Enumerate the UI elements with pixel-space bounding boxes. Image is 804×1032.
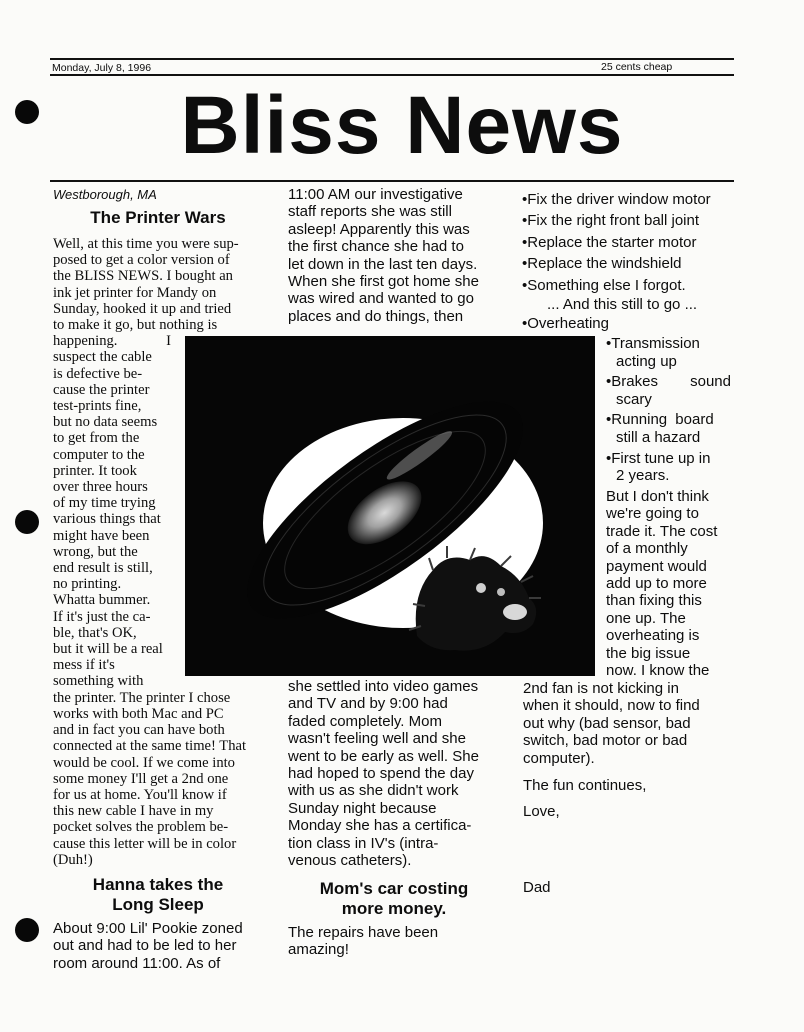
issue-date: Monday, July 8, 1996: [52, 62, 152, 74]
body-line: but no data seems: [53, 414, 158, 431]
pending-item: [606, 335, 734, 370]
body-line: end result is still,: [53, 560, 153, 577]
body-line: out why (bad sensor, bad: [523, 714, 691, 732]
body-line: for us at home. You'll know if: [53, 786, 227, 803]
signature-dad: Dad: [523, 879, 551, 896]
body-line: with us as she didn't work: [288, 782, 459, 800]
body-line: went to be early as well. She: [288, 747, 479, 765]
article-hanna-continued: [288, 186, 499, 325]
body-line: some money I'll get a 2nd one: [53, 770, 229, 787]
body-line: tion class in IV's (intra-: [288, 834, 439, 852]
body-line: printer. It took: [53, 462, 137, 479]
body-line: posed to get a color version of: [53, 252, 230, 269]
body-line: the big issue: [606, 644, 691, 662]
pending-item-line: 2 years.: [616, 467, 670, 485]
pending-item-line: • Brakes sound: [606, 373, 734, 391]
list-item: • Something else I forgot.: [522, 275, 742, 296]
body-line: faded completely. Mom: [288, 712, 442, 730]
body-line: ink jet printer for Mandy on: [53, 284, 217, 301]
headline-line: Mom's car costing: [319, 879, 469, 898]
body-line: places and do things, then: [288, 307, 464, 325]
body-line: trade it. The cost: [606, 522, 718, 540]
list-item: • Replace the windshield: [522, 253, 742, 274]
headline-line: Long Sleep: [112, 895, 204, 914]
body-line: this new cable I have in my: [53, 803, 214, 820]
article-hanna-end: [288, 678, 499, 869]
body-word: I: [166, 333, 171, 350]
pending-list: [606, 335, 734, 485]
body-line: amazing!: [288, 941, 349, 959]
pending-item-line: still a hazard: [616, 428, 701, 446]
sign-off-love: Love,: [523, 803, 560, 820]
body-line: But I don't think: [606, 488, 709, 505]
body-line: connected at the same time! That: [53, 738, 247, 755]
body-line: over three hours: [53, 479, 148, 496]
body-line: the printer. The printer I chose: [53, 689, 231, 706]
pending-item: [606, 450, 734, 485]
body-line: the BLISS NEWS. I bought an: [53, 268, 233, 285]
body-line: The repairs have been: [288, 924, 439, 941]
body-line: she settled into video games: [288, 678, 479, 695]
pending-item-line: • First tune up in: [606, 450, 734, 468]
pending-item-line: • Running board: [606, 411, 734, 429]
body-line: now. I know the: [606, 662, 710, 680]
body-line: add up to more: [606, 575, 707, 593]
body-line: 2nd fan is not kicking in: [523, 680, 679, 697]
article-hanna: [53, 920, 265, 972]
masthead-title: Bliss News: [180, 80, 624, 171]
body-line: switch, bad motor or bad: [523, 732, 688, 750]
body-line: Whatta bummer.: [53, 592, 151, 609]
body-line: wrong, but the: [53, 543, 138, 560]
list-item: • Fix the driver window motor: [522, 189, 742, 210]
body-line: had hoped to spend the day: [288, 765, 474, 783]
body-line: staff reports she was still: [288, 203, 452, 221]
article-moms-car: [288, 924, 499, 959]
body-line: to make it go, but nothing is: [53, 317, 218, 334]
sign-off-continues: The fun continues,: [523, 777, 647, 794]
headline-hanna: [50, 875, 266, 915]
body-line: suspect the cable: [53, 349, 152, 366]
repairs-list: [522, 189, 742, 335]
body-line: room around 11:00. As of: [53, 954, 221, 972]
issue-price: 25 cents cheap: [601, 61, 673, 73]
body-line: was wired and wanted to go: [288, 290, 474, 308]
body-line-happening: [53, 333, 171, 349]
body-line: of a monthly: [606, 540, 688, 558]
body-line: but it will be a real: [53, 641, 163, 658]
body-line: cause this letter will be in color: [53, 835, 237, 852]
still-to-go-line: ... And this still to go ...: [547, 296, 698, 314]
body-line: works with both Mac and PC: [53, 705, 224, 722]
body-line: and TV and by 9:00 had: [288, 695, 448, 713]
dateline-location: Westborough, MA: [53, 187, 157, 202]
pending-item-line: • Transmission: [606, 335, 734, 353]
body-line: Well, at this time you were sup-: [53, 236, 239, 252]
body-line: computer to the: [53, 446, 145, 463]
body-line: About 9:00 Lil' Pookie zoned: [53, 920, 243, 937]
body-line: Sunday night because: [288, 799, 437, 817]
record-art: [185, 336, 595, 676]
body-line: than fixing this: [606, 592, 702, 610]
body-line: Sunday, hooked it up and tried: [53, 300, 232, 317]
date-rule: [50, 74, 734, 76]
body-line: ble, that's OK,: [53, 624, 137, 641]
headline-moms-car: [282, 879, 506, 919]
body-line: to get from the: [53, 430, 140, 447]
body-line: out and had to be led to her: [53, 937, 237, 955]
body-line: when it should, now to find: [523, 697, 700, 715]
record-illustration: [185, 336, 595, 676]
closing-text-wide: [523, 680, 734, 767]
list-item: • Overheating: [522, 313, 742, 335]
body-line: no printing.: [53, 576, 122, 593]
body-line: various things that: [53, 511, 161, 528]
binder-hole-middle: [15, 510, 39, 534]
body-line: 11:00 AM our investigative: [288, 186, 463, 203]
closing-text-narrow: [606, 488, 733, 679]
body-line: is defective be-: [53, 365, 143, 382]
body-line: wasn't feeling well and she: [288, 730, 466, 748]
body-line: test-prints fine,: [53, 398, 142, 415]
body-line: When she first got home she: [288, 273, 479, 291]
list-item: • Fix the right front ball joint: [522, 210, 742, 231]
pending-item: [606, 373, 734, 408]
body-line: computer).: [523, 749, 595, 767]
body-line: If it's just the ca-: [53, 608, 151, 625]
masthead-rule: [50, 180, 734, 182]
body-line: payment would: [606, 557, 707, 575]
body-line: mess if it's: [53, 657, 115, 674]
body-line: overheating is: [606, 627, 700, 645]
body-line: we're going to: [606, 505, 699, 523]
pending-item-line: acting up: [616, 352, 677, 370]
body-line: and in fact you can have both: [53, 722, 225, 739]
body-line: asleep! Apparently this was: [288, 220, 470, 238]
body-line: cause the printer: [53, 381, 150, 398]
headline-printer-wars: The Printer Wars: [90, 208, 226, 227]
body-line: (Duh!): [53, 851, 93, 868]
body-line: might have been: [53, 527, 150, 544]
body-line: would be cool. If we come into: [53, 754, 235, 771]
headline-line: more money.: [341, 899, 447, 918]
body-line: let down in the last ten days.: [288, 255, 478, 273]
binder-hole-bottom: [15, 918, 39, 942]
body-line: venous catheters).: [288, 852, 412, 870]
body-line: the first chance she had to: [288, 238, 464, 256]
body-line: one up. The: [606, 609, 686, 627]
body-word: happening.: [53, 333, 118, 350]
body-line: Monday she has a certifica-: [288, 817, 472, 835]
pending-item: [606, 411, 734, 446]
list-item: • Replace the starter motor: [522, 232, 742, 253]
body-line: pocket solves the problem be-: [53, 819, 229, 836]
pending-item-line: scary: [616, 390, 652, 408]
body-line: of my time trying: [53, 495, 156, 512]
headline-line: Hanna takes the: [92, 875, 224, 894]
top-rule: [50, 58, 734, 60]
body-line: something with: [53, 673, 144, 690]
